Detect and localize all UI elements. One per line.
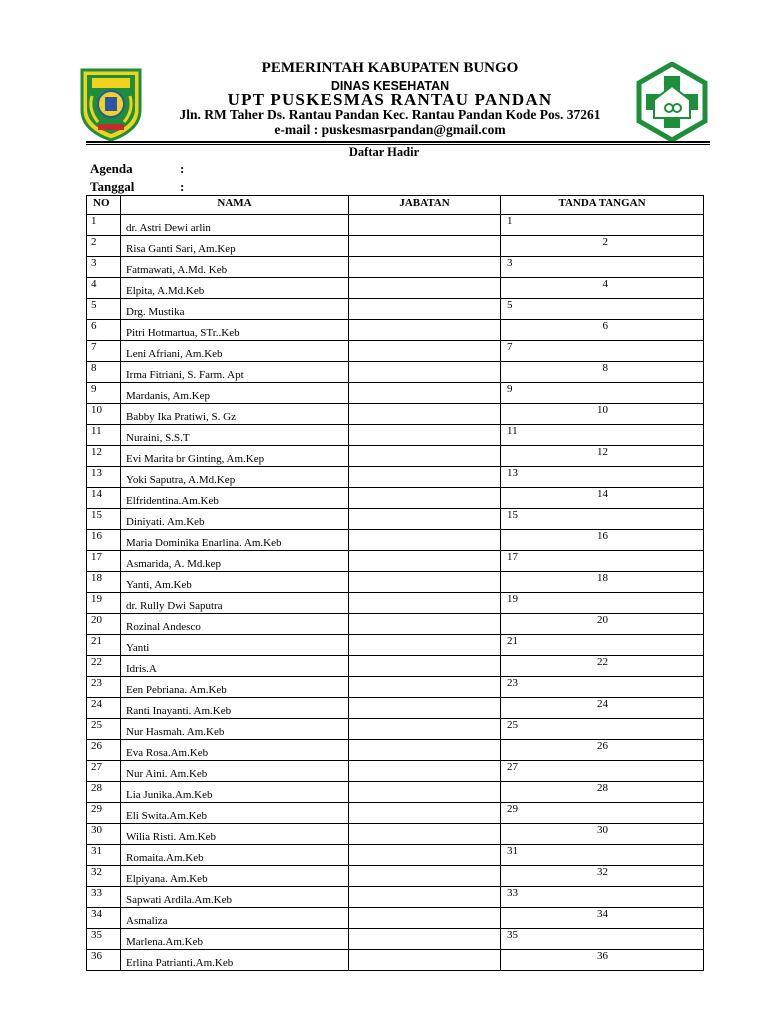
row-name: Een Pebriana. Am.Keb (121, 677, 349, 698)
row-signature-cell[interactable] (501, 446, 704, 467)
table-row (87, 698, 704, 719)
row-number: 10 (87, 404, 121, 425)
row-signature-cell[interactable] (501, 572, 704, 593)
signature-number: 13 (507, 467, 518, 479)
row-number: 25 (87, 719, 121, 740)
row-name: Irma Fitriani, S. Farm. Apt (121, 362, 349, 383)
row-position-cell[interactable] (349, 404, 501, 425)
row-position-cell[interactable] (349, 866, 501, 887)
signature-number: 10 (597, 404, 608, 416)
row-name: Eva Rosa.Am.Keb (121, 740, 349, 761)
row-signature-cell[interactable] (501, 257, 704, 278)
row-position-cell[interactable] (349, 761, 501, 782)
row-name: Leni Afriani, Am.Keb (121, 341, 349, 362)
table-row (87, 509, 704, 530)
signature-number: 32 (597, 866, 608, 878)
signature-number: 1 (507, 215, 513, 227)
row-number: 33 (87, 887, 121, 908)
row-position-cell[interactable] (349, 236, 501, 257)
row-name: Elfridentina.Am.Keb (121, 488, 349, 509)
row-number: 19 (87, 593, 121, 614)
row-position-cell[interactable] (349, 593, 501, 614)
row-signature-cell[interactable] (501, 740, 704, 761)
row-name: Romaita.Am.Keb (121, 845, 349, 866)
row-position-cell[interactable] (349, 887, 501, 908)
column-header-nama: NAMA (121, 196, 349, 215)
row-signature-cell[interactable] (501, 299, 704, 320)
row-name: dr. Rully Dwi Saputra (121, 593, 349, 614)
signature-number: 9 (507, 383, 513, 395)
row-number: 4 (87, 278, 121, 299)
signature-number: 8 (602, 362, 608, 374)
row-name: dr. Astri Dewi arlin (121, 215, 349, 236)
table-row (87, 677, 704, 698)
row-name: Idris.A (121, 656, 349, 677)
table-row (87, 740, 704, 761)
column-header-tanda-tangan: TANDA TANGAN (501, 196, 704, 215)
row-signature-cell[interactable] (501, 950, 704, 971)
table-row (87, 383, 704, 404)
row-position-cell[interactable] (349, 425, 501, 446)
table-row (87, 425, 704, 446)
row-signature-cell[interactable] (501, 593, 704, 614)
row-position-cell[interactable] (349, 257, 501, 278)
row-signature-cell[interactable] (501, 551, 704, 572)
table-row (87, 824, 704, 845)
attendance-table (86, 195, 704, 971)
signature-number: 3 (507, 257, 513, 269)
row-position-cell[interactable] (349, 551, 501, 572)
table-row (87, 656, 704, 677)
table-row (87, 488, 704, 509)
row-number: 26 (87, 740, 121, 761)
row-signature-cell[interactable] (501, 845, 704, 866)
header-government-name: PEMERINTAH KABUPATEN BUNGO (261, 60, 519, 76)
tanggal-label: Tanggal (90, 179, 135, 194)
table-row (87, 803, 704, 824)
tanggal-colon: : (180, 179, 185, 194)
row-number: 1 (87, 215, 121, 236)
table-row (87, 635, 704, 656)
row-number: 11 (87, 425, 121, 446)
signature-number: 26 (597, 740, 608, 752)
row-number: 3 (87, 257, 121, 278)
row-position-cell[interactable] (349, 362, 501, 383)
row-position-cell[interactable] (349, 299, 501, 320)
row-signature-cell[interactable] (501, 929, 704, 950)
row-number: 30 (87, 824, 121, 845)
signature-number: 15 (507, 509, 518, 521)
row-position-cell[interactable] (349, 740, 501, 761)
row-signature-cell[interactable] (501, 803, 704, 824)
row-name: Elpita, A.Md.Keb (121, 278, 349, 299)
signature-number: 12 (597, 446, 608, 458)
agenda-field (90, 161, 185, 177)
row-position-cell[interactable] (349, 698, 501, 719)
row-number: 7 (87, 341, 121, 362)
table-row (87, 572, 704, 593)
signature-number: 22 (597, 656, 608, 668)
row-signature-cell[interactable] (501, 236, 704, 257)
signature-number: 31 (507, 845, 518, 857)
row-name: Wilia Risti. Am.Keb (121, 824, 349, 845)
row-name: Asmaliza (121, 908, 349, 929)
row-position-cell[interactable] (349, 383, 501, 404)
tanggal-field (90, 179, 185, 195)
table-row (87, 551, 704, 572)
row-position-cell[interactable] (349, 929, 501, 950)
agenda-label: Agenda (90, 161, 133, 176)
row-position-cell[interactable] (349, 635, 501, 656)
header-email: e-mail : puskesmasrpandan@gmail.com (274, 122, 506, 137)
row-position-cell[interactable] (349, 467, 501, 488)
row-name: Babby Ika Pratiwi, S. Gz (121, 404, 349, 425)
row-name: Marlena.Am.Keb (121, 929, 349, 950)
row-signature-cell[interactable] (501, 656, 704, 677)
row-number: 29 (87, 803, 121, 824)
row-number: 12 (87, 446, 121, 467)
row-position-cell[interactable] (349, 824, 501, 845)
table-row (87, 761, 704, 782)
header-divider (86, 141, 710, 143)
row-signature-cell[interactable] (501, 719, 704, 740)
row-name: Evi Marita br Ginting, Am.Kep (121, 446, 349, 467)
row-name: Rozinal Andesco (121, 614, 349, 635)
row-position-cell[interactable] (349, 908, 501, 929)
signature-number: 35 (507, 929, 518, 941)
table-row (87, 593, 704, 614)
table-row (87, 950, 704, 971)
row-number: 20 (87, 614, 121, 635)
row-position-cell[interactable] (349, 656, 501, 677)
row-signature-cell[interactable] (501, 614, 704, 635)
row-name: Asmarida, A. Md.kep (121, 551, 349, 572)
row-position-cell[interactable] (349, 803, 501, 824)
row-position-cell[interactable] (349, 950, 501, 971)
row-position-cell[interactable] (349, 488, 501, 509)
row-signature-cell[interactable] (501, 866, 704, 887)
signature-number: 28 (597, 782, 608, 794)
row-position-cell[interactable] (349, 341, 501, 362)
row-number: 32 (87, 866, 121, 887)
row-position-cell[interactable] (349, 719, 501, 740)
row-name: Mardanis, Am.Kep (121, 383, 349, 404)
kabupaten-bungo-emblem-icon (78, 66, 144, 142)
row-number: 35 (87, 929, 121, 950)
row-signature-cell[interactable] (501, 530, 704, 551)
row-name: Fatmawati, A.Md. Keb (121, 257, 349, 278)
signature-number: 7 (507, 341, 513, 353)
signature-number: 16 (597, 530, 608, 542)
row-name: Risa Ganti Sari, Am.Kep (121, 236, 349, 257)
row-number: 21 (87, 635, 121, 656)
document-title: Daftar Hadir (348, 145, 420, 159)
table-row (87, 215, 704, 236)
signature-number: 6 (602, 320, 608, 332)
table-row (87, 887, 704, 908)
table-row (87, 320, 704, 341)
row-name: Eli Swita.Am.Keb (121, 803, 349, 824)
row-signature-cell[interactable] (501, 635, 704, 656)
row-signature-cell[interactable] (501, 341, 704, 362)
table-row (87, 446, 704, 467)
table-row (87, 929, 704, 950)
header-department-name: DINAS KESEHATAN (330, 79, 450, 93)
row-name: Nuraini, S.S.T (121, 425, 349, 446)
table-row (87, 908, 704, 929)
row-signature-cell[interactable] (501, 782, 704, 803)
signature-number: 2 (602, 236, 608, 248)
signature-number: 11 (507, 425, 518, 437)
row-signature-cell[interactable] (501, 383, 704, 404)
row-signature-cell[interactable] (501, 467, 704, 488)
row-name: Drg. Mustika (121, 299, 349, 320)
row-name: Diniyati. Am.Keb (121, 509, 349, 530)
agenda-colon: : (180, 161, 185, 176)
table-row (87, 719, 704, 740)
signature-number: 34 (597, 908, 608, 920)
column-header-no: NO (87, 196, 121, 215)
row-number: 14 (87, 488, 121, 509)
row-signature-cell[interactable] (501, 320, 704, 341)
table-row (87, 614, 704, 635)
table-row (87, 866, 704, 887)
table-row (87, 236, 704, 257)
signature-number: 18 (597, 572, 608, 584)
signature-number: 24 (597, 698, 608, 710)
signature-number: 19 (507, 593, 518, 605)
row-number: 28 (87, 782, 121, 803)
row-position-cell[interactable] (349, 446, 501, 467)
row-number: 22 (87, 656, 121, 677)
row-number: 16 (87, 530, 121, 551)
row-number: 31 (87, 845, 121, 866)
row-number: 24 (87, 698, 121, 719)
table-row (87, 467, 704, 488)
row-position-cell[interactable] (349, 320, 501, 341)
row-position-cell[interactable] (349, 278, 501, 299)
row-signature-cell[interactable] (501, 425, 704, 446)
row-name: Ranti Inayanti. Am.Keb (121, 698, 349, 719)
table-header-row (87, 196, 704, 215)
row-signature-cell[interactable] (501, 761, 704, 782)
column-header-jabatan: JABATAN (349, 196, 501, 215)
table-row (87, 299, 704, 320)
signature-number: 25 (507, 719, 518, 731)
row-signature-cell[interactable] (501, 278, 704, 299)
signature-number: 17 (507, 551, 518, 563)
row-position-cell[interactable] (349, 782, 501, 803)
table-row (87, 530, 704, 551)
header-address: Jln. RM Taher Ds. Rantau Pandan Kec. Rantau Pandan Kode Pos. 37261 (179, 107, 601, 122)
row-number: 8 (87, 362, 121, 383)
row-name: Nur Aini. Am.Keb (121, 761, 349, 782)
row-name: Yanti, Am.Keb (121, 572, 349, 593)
signature-number: 29 (507, 803, 518, 815)
row-name: Erlina Patrianti.Am.Keb (121, 950, 349, 971)
table-row (87, 257, 704, 278)
row-name: Pitri Hotmartua, STr..Keb (121, 320, 349, 341)
row-position-cell[interactable] (349, 614, 501, 635)
signature-number: 4 (602, 278, 608, 290)
row-number: 18 (87, 572, 121, 593)
table-row (87, 341, 704, 362)
puskesmas-logo-icon (632, 62, 712, 142)
row-number: 36 (87, 950, 121, 971)
signature-number: 20 (597, 614, 608, 626)
row-name: Yanti (121, 635, 349, 656)
row-signature-cell[interactable] (501, 362, 704, 383)
table-row (87, 404, 704, 425)
row-signature-cell[interactable] (501, 698, 704, 719)
row-position-cell[interactable] (349, 572, 501, 593)
row-number: 2 (87, 236, 121, 257)
signature-number: 30 (597, 824, 608, 836)
row-signature-cell[interactable] (501, 215, 704, 236)
row-number: 15 (87, 509, 121, 530)
row-number: 34 (87, 908, 121, 929)
row-name: Sapwati Ardila.Am.Keb (121, 887, 349, 908)
row-name: Lia Junika.Am.Keb (121, 782, 349, 803)
row-position-cell[interactable] (349, 509, 501, 530)
row-number: 17 (87, 551, 121, 572)
header-institution-name: UPT PUSKESMAS RANTAU PANDAN (227, 90, 553, 109)
row-name: Maria Dominika Enarlina. Am.Keb (121, 530, 349, 551)
row-number: 9 (87, 383, 121, 404)
row-number: 27 (87, 761, 121, 782)
row-name: Yoki Saputra, A.Md.Kep (121, 467, 349, 488)
row-position-cell[interactable] (349, 530, 501, 551)
row-number: 23 (87, 677, 121, 698)
row-position-cell[interactable] (349, 677, 501, 698)
row-signature-cell[interactable] (501, 887, 704, 908)
table-row (87, 362, 704, 383)
signature-number: 27 (507, 761, 518, 773)
row-signature-cell[interactable] (501, 677, 704, 698)
row-number: 6 (87, 320, 121, 341)
row-signature-cell[interactable] (501, 488, 704, 509)
row-number: 5 (87, 299, 121, 320)
table-row (87, 278, 704, 299)
table-row (87, 845, 704, 866)
row-signature-cell[interactable] (501, 908, 704, 929)
row-signature-cell[interactable] (501, 404, 704, 425)
row-number: 13 (87, 467, 121, 488)
row-signature-cell[interactable] (501, 509, 704, 530)
row-signature-cell[interactable] (501, 824, 704, 845)
signature-number: 5 (507, 299, 513, 311)
row-position-cell[interactable] (349, 845, 501, 866)
row-name: Nur Hasmah. Am.Keb (121, 719, 349, 740)
signature-number: 36 (597, 950, 608, 962)
row-name: Elpiyana. Am.Keb (121, 866, 349, 887)
row-position-cell[interactable] (349, 215, 501, 236)
table-row (87, 782, 704, 803)
signature-number: 33 (507, 887, 518, 899)
signature-number: 14 (597, 488, 608, 500)
signature-number: 21 (507, 635, 518, 647)
signature-number: 23 (507, 677, 518, 689)
